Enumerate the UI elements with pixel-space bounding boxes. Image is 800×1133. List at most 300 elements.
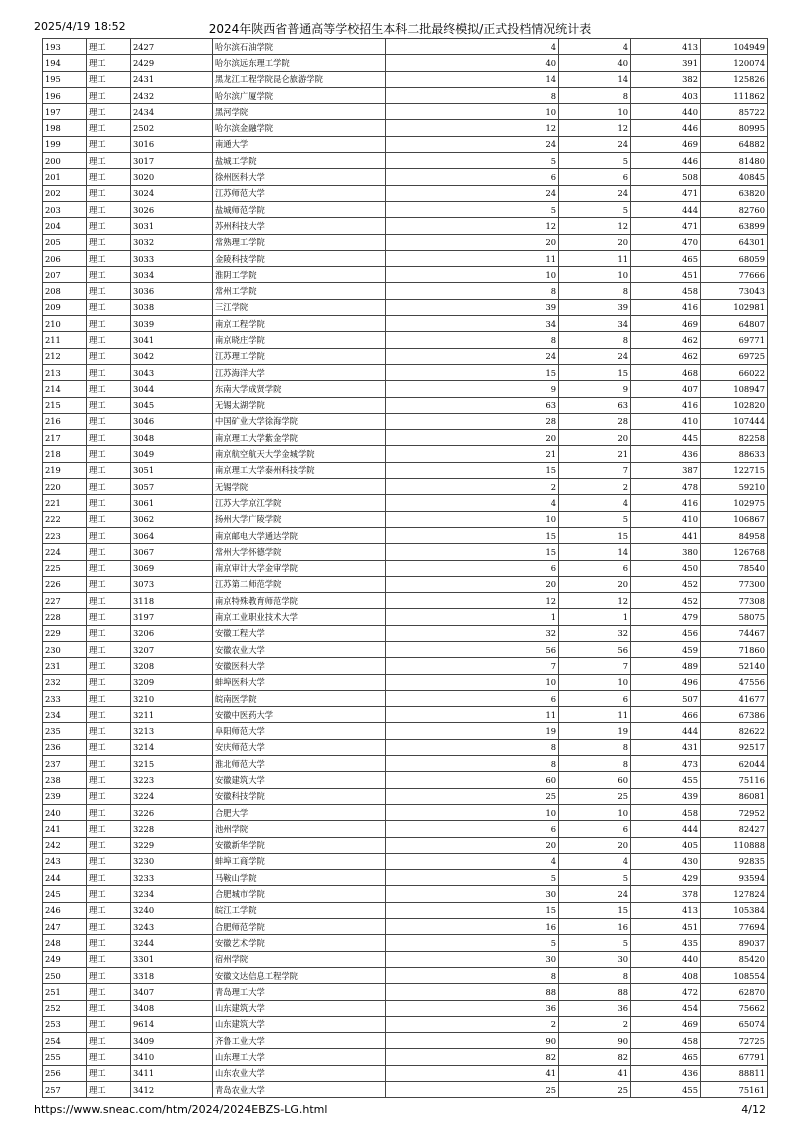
plan-count-cell: 20 [386, 430, 559, 446]
school-code-cell: 3409 [131, 1033, 213, 1049]
admitted-count-cell: 8 [559, 739, 631, 755]
min-score-cell: 451 [631, 267, 701, 283]
min-score-cell: 439 [631, 788, 701, 804]
school-name-cell: 江苏师范大学 [213, 185, 386, 201]
plan-count-cell: 34 [386, 316, 559, 332]
admitted-count-cell: 4 [559, 853, 631, 869]
min-rank-cell: 92835 [701, 853, 768, 869]
admitted-count-cell: 8 [559, 87, 631, 103]
plan-count-cell: 11 [386, 250, 559, 266]
subject-category-cell: 理工 [87, 381, 131, 397]
plan-count-cell: 20 [386, 234, 559, 250]
plan-count-cell: 9 [386, 381, 559, 397]
plan-count-cell: 4 [386, 39, 559, 55]
table-row [43, 707, 768, 723]
subject-category-cell: 理工 [87, 544, 131, 560]
school-code-cell: 3032 [131, 234, 213, 250]
table-row [43, 299, 768, 315]
plan-count-cell: 15 [386, 462, 559, 478]
min-score-cell: 444 [631, 821, 701, 837]
min-rank-cell: 72725 [701, 1033, 768, 1049]
min-rank-cell: 82622 [701, 723, 768, 739]
subject-category-cell: 理工 [87, 707, 131, 723]
school-name-cell: 山东建筑大学 [213, 1016, 386, 1032]
min-score-cell: 469 [631, 1016, 701, 1032]
subject-category-cell: 理工 [87, 120, 131, 136]
min-rank-cell: 71860 [701, 641, 768, 657]
table-row [43, 1065, 768, 1081]
row-index-cell: 212 [43, 348, 87, 364]
school-code-cell: 3016 [131, 136, 213, 152]
row-index-cell: 213 [43, 364, 87, 380]
min-rank-cell: 88811 [701, 1065, 768, 1081]
min-rank-cell: 73043 [701, 283, 768, 299]
min-score-cell: 458 [631, 1033, 701, 1049]
row-index-cell: 230 [43, 641, 87, 657]
min-score-cell: 472 [631, 984, 701, 1000]
row-index-cell: 238 [43, 772, 87, 788]
school-name-cell: 安徽建筑大学 [213, 772, 386, 788]
min-score-cell: 462 [631, 332, 701, 348]
table-row [43, 739, 768, 755]
min-rank-cell: 68059 [701, 250, 768, 266]
school-name-cell: 无锡太湖学院 [213, 397, 386, 413]
school-name-cell: 江苏海洋大学 [213, 364, 386, 380]
min-rank-cell: 78540 [701, 560, 768, 576]
plan-count-cell: 28 [386, 413, 559, 429]
subject-category-cell: 理工 [87, 332, 131, 348]
school-code-cell: 3229 [131, 837, 213, 853]
subject-category-cell: 理工 [87, 87, 131, 103]
school-code-cell: 2432 [131, 87, 213, 103]
school-code-cell: 3042 [131, 348, 213, 364]
min-rank-cell: 66022 [701, 364, 768, 380]
plan-count-cell: 12 [386, 593, 559, 609]
min-score-cell: 445 [631, 430, 701, 446]
school-code-cell: 9614 [131, 1016, 213, 1032]
subject-category-cell: 理工 [87, 739, 131, 755]
school-code-cell: 3411 [131, 1065, 213, 1081]
subject-category-cell: 理工 [87, 397, 131, 413]
school-name-cell: 中国矿业大学徐海学院 [213, 413, 386, 429]
plan-count-cell: 60 [386, 772, 559, 788]
row-index-cell: 253 [43, 1016, 87, 1032]
school-name-cell: 蚌埠工商学院 [213, 853, 386, 869]
table-row [43, 853, 768, 869]
row-index-cell: 233 [43, 690, 87, 706]
school-name-cell: 南京理工大学泰州科技学院 [213, 462, 386, 478]
plan-count-cell: 15 [386, 544, 559, 560]
school-code-cell: 3038 [131, 299, 213, 315]
plan-count-cell: 5 [386, 870, 559, 886]
school-code-cell: 3057 [131, 479, 213, 495]
subject-category-cell: 理工 [87, 267, 131, 283]
subject-category-cell: 理工 [87, 511, 131, 527]
school-code-cell: 3243 [131, 919, 213, 935]
row-index-cell: 223 [43, 527, 87, 543]
admitted-count-cell: 11 [559, 250, 631, 266]
min-score-cell: 416 [631, 299, 701, 315]
subject-category-cell: 理工 [87, 609, 131, 625]
subject-category-cell: 理工 [87, 430, 131, 446]
table-row [43, 364, 768, 380]
min-rank-cell: 127824 [701, 886, 768, 902]
school-code-cell: 3226 [131, 804, 213, 820]
school-name-cell: 安徽医科大学 [213, 658, 386, 674]
subject-category-cell: 理工 [87, 593, 131, 609]
plan-count-cell: 5 [386, 935, 559, 951]
min-score-cell: 462 [631, 348, 701, 364]
row-index-cell: 225 [43, 560, 87, 576]
plan-count-cell: 2 [386, 1016, 559, 1032]
min-rank-cell: 106867 [701, 511, 768, 527]
plan-count-cell: 4 [386, 495, 559, 511]
row-index-cell: 254 [43, 1033, 87, 1049]
plan-count-cell: 10 [386, 674, 559, 690]
admitted-count-cell: 10 [559, 104, 631, 120]
admitted-count-cell: 2 [559, 1016, 631, 1032]
subject-category-cell: 理工 [87, 723, 131, 739]
plan-count-cell: 82 [386, 1049, 559, 1065]
row-index-cell: 236 [43, 739, 87, 755]
min-score-cell: 413 [631, 902, 701, 918]
plan-count-cell: 8 [386, 739, 559, 755]
min-score-cell: 416 [631, 397, 701, 413]
table-row [43, 935, 768, 951]
school-code-cell: 3061 [131, 495, 213, 511]
admission-table [42, 38, 768, 1098]
table-row [43, 1000, 768, 1016]
school-name-cell: 阜阳师范大学 [213, 723, 386, 739]
admitted-count-cell: 14 [559, 544, 631, 560]
school-name-cell: 南京晓庄学院 [213, 332, 386, 348]
table-row [43, 593, 768, 609]
subject-category-cell: 理工 [87, 169, 131, 185]
admitted-count-cell: 15 [559, 364, 631, 380]
min-score-cell: 459 [631, 641, 701, 657]
admitted-count-cell: 6 [559, 560, 631, 576]
subject-category-cell: 理工 [87, 984, 131, 1000]
min-score-cell: 455 [631, 1082, 701, 1098]
min-rank-cell: 52140 [701, 658, 768, 674]
school-code-cell: 3118 [131, 593, 213, 609]
school-name-cell: 黑龙江工程学院昆仑旅游学院 [213, 71, 386, 87]
min-rank-cell: 81480 [701, 153, 768, 169]
admitted-count-cell: 12 [559, 218, 631, 234]
row-index-cell: 227 [43, 593, 87, 609]
row-index-cell: 251 [43, 984, 87, 1000]
plan-count-cell: 11 [386, 707, 559, 723]
table-row [43, 560, 768, 576]
min-rank-cell: 77300 [701, 576, 768, 592]
table-row [43, 316, 768, 332]
school-name-cell: 哈尔滨石油学院 [213, 39, 386, 55]
admitted-count-cell: 39 [559, 299, 631, 315]
table-row [43, 756, 768, 772]
school-name-cell: 南京航空航天大学金城学院 [213, 446, 386, 462]
school-code-cell: 3036 [131, 283, 213, 299]
row-index-cell: 193 [43, 39, 87, 55]
row-index-cell: 229 [43, 625, 87, 641]
plan-count-cell: 41 [386, 1065, 559, 1081]
school-name-cell: 江苏理工学院 [213, 348, 386, 364]
min-score-cell: 403 [631, 87, 701, 103]
school-name-cell: 山东建筑大学 [213, 1000, 386, 1016]
school-code-cell: 3024 [131, 185, 213, 201]
subject-category-cell: 理工 [87, 837, 131, 853]
school-code-cell: 3211 [131, 707, 213, 723]
min-score-cell: 408 [631, 967, 701, 983]
school-name-cell: 合肥大学 [213, 804, 386, 820]
subject-category-cell: 理工 [87, 218, 131, 234]
table-row [43, 902, 768, 918]
school-name-cell: 淮北师范大学 [213, 756, 386, 772]
school-name-cell: 安徽科技学院 [213, 788, 386, 804]
min-score-cell: 378 [631, 886, 701, 902]
subject-category-cell: 理工 [87, 348, 131, 364]
table-row [43, 674, 768, 690]
subject-category-cell: 理工 [87, 658, 131, 674]
school-name-cell: 安徽农业大学 [213, 641, 386, 657]
admitted-count-cell: 10 [559, 267, 631, 283]
min-score-cell: 470 [631, 234, 701, 250]
school-code-cell: 2502 [131, 120, 213, 136]
table-row [43, 55, 768, 71]
school-name-cell: 皖南医学院 [213, 690, 386, 706]
min-rank-cell: 77666 [701, 267, 768, 283]
table-row [43, 821, 768, 837]
admitted-count-cell: 20 [559, 430, 631, 446]
plan-count-cell: 6 [386, 560, 559, 576]
plan-count-cell: 39 [386, 299, 559, 315]
table-row [43, 1033, 768, 1049]
table-row [43, 772, 768, 788]
row-index-cell: 249 [43, 951, 87, 967]
source-url: https://www.sneac.com/htm/2024/2024EBZS-LG.html [34, 1103, 328, 1116]
row-index-cell: 248 [43, 935, 87, 951]
admitted-count-cell: 10 [559, 674, 631, 690]
min-score-cell: 452 [631, 593, 701, 609]
min-score-cell: 382 [631, 71, 701, 87]
school-name-cell: 马鞍山学院 [213, 870, 386, 886]
subject-category-cell: 理工 [87, 919, 131, 935]
table-row [43, 984, 768, 1000]
subject-category-cell: 理工 [87, 1065, 131, 1081]
school-code-cell: 3031 [131, 218, 213, 234]
plan-count-cell: 6 [386, 821, 559, 837]
table-row [43, 951, 768, 967]
table-row [43, 218, 768, 234]
admitted-count-cell: 25 [559, 788, 631, 804]
admitted-count-cell: 7 [559, 658, 631, 674]
school-name-cell: 池州学院 [213, 821, 386, 837]
min-rank-cell: 107444 [701, 413, 768, 429]
subject-category-cell: 理工 [87, 527, 131, 543]
admitted-count-cell: 6 [559, 821, 631, 837]
subject-category-cell: 理工 [87, 234, 131, 250]
min-score-cell: 387 [631, 462, 701, 478]
row-index-cell: 204 [43, 218, 87, 234]
table-row [43, 967, 768, 983]
min-score-cell: 436 [631, 1065, 701, 1081]
table-row [43, 462, 768, 478]
school-code-cell: 3045 [131, 397, 213, 413]
school-code-cell: 3301 [131, 951, 213, 967]
admitted-count-cell: 8 [559, 756, 631, 772]
min-rank-cell: 120074 [701, 55, 768, 71]
min-rank-cell: 110888 [701, 837, 768, 853]
school-name-cell: 山东理工大学 [213, 1049, 386, 1065]
subject-category-cell: 理工 [87, 560, 131, 576]
school-code-cell: 3020 [131, 169, 213, 185]
plan-count-cell: 8 [386, 332, 559, 348]
school-name-cell: 淮阴工学院 [213, 267, 386, 283]
table-row [43, 1049, 768, 1065]
min-rank-cell: 63820 [701, 185, 768, 201]
min-score-cell: 452 [631, 576, 701, 592]
school-name-cell: 南京工程学院 [213, 316, 386, 332]
subject-category-cell: 理工 [87, 462, 131, 478]
min-rank-cell: 125826 [701, 71, 768, 87]
min-score-cell: 458 [631, 804, 701, 820]
table-row [43, 348, 768, 364]
plan-count-cell: 8 [386, 967, 559, 983]
school-code-cell: 3064 [131, 527, 213, 543]
admitted-count-cell: 28 [559, 413, 631, 429]
admitted-count-cell: 4 [559, 495, 631, 511]
table-row [43, 804, 768, 820]
admitted-count-cell: 24 [559, 886, 631, 902]
admitted-count-cell: 24 [559, 136, 631, 152]
min-score-cell: 508 [631, 169, 701, 185]
admitted-count-cell: 60 [559, 772, 631, 788]
subject-category-cell: 理工 [87, 853, 131, 869]
min-rank-cell: 93594 [701, 870, 768, 886]
table-row [43, 413, 768, 429]
min-score-cell: 436 [631, 446, 701, 462]
subject-category-cell: 理工 [87, 299, 131, 315]
school-code-cell: 3215 [131, 756, 213, 772]
school-code-cell: 3213 [131, 723, 213, 739]
min-rank-cell: 40845 [701, 169, 768, 185]
table-row [43, 104, 768, 120]
plan-count-cell: 15 [386, 902, 559, 918]
min-rank-cell: 59210 [701, 479, 768, 495]
school-name-cell: 黑河学院 [213, 104, 386, 120]
subject-category-cell: 理工 [87, 821, 131, 837]
table-row [43, 886, 768, 902]
admitted-count-cell: 36 [559, 1000, 631, 1016]
min-score-cell: 444 [631, 201, 701, 217]
plan-count-cell: 15 [386, 364, 559, 380]
admitted-count-cell: 6 [559, 690, 631, 706]
table-row [43, 446, 768, 462]
min-score-cell: 410 [631, 511, 701, 527]
plan-count-cell: 7 [386, 658, 559, 674]
school-name-cell: 哈尔滨远东理工学院 [213, 55, 386, 71]
admitted-count-cell: 14 [559, 71, 631, 87]
school-name-cell: 江苏大学京江学院 [213, 495, 386, 511]
school-name-cell: 山东农业大学 [213, 1065, 386, 1081]
school-code-cell: 3026 [131, 201, 213, 217]
school-name-cell: 合肥师范学院 [213, 919, 386, 935]
school-name-cell: 青岛农业大学 [213, 1082, 386, 1098]
admitted-count-cell: 9 [559, 381, 631, 397]
subject-category-cell: 理工 [87, 951, 131, 967]
table-row [43, 332, 768, 348]
min-rank-cell: 108554 [701, 967, 768, 983]
plan-count-cell: 8 [386, 283, 559, 299]
min-score-cell: 405 [631, 837, 701, 853]
admitted-count-cell: 1 [559, 609, 631, 625]
min-rank-cell: 75662 [701, 1000, 768, 1016]
row-index-cell: 239 [43, 788, 87, 804]
school-code-cell: 3240 [131, 902, 213, 918]
admitted-count-cell: 20 [559, 576, 631, 592]
row-index-cell: 235 [43, 723, 87, 739]
plan-count-cell: 12 [386, 218, 559, 234]
table-row [43, 544, 768, 560]
school-code-cell: 3051 [131, 462, 213, 478]
min-score-cell: 507 [631, 690, 701, 706]
plan-count-cell: 4 [386, 853, 559, 869]
min-rank-cell: 75116 [701, 772, 768, 788]
plan-count-cell: 56 [386, 641, 559, 657]
min-rank-cell: 92517 [701, 739, 768, 755]
subject-category-cell: 理工 [87, 1016, 131, 1032]
school-name-cell: 盐城师范学院 [213, 201, 386, 217]
plan-count-cell: 6 [386, 169, 559, 185]
school-code-cell: 3017 [131, 153, 213, 169]
admitted-count-cell: 88 [559, 984, 631, 1000]
admitted-count-cell: 25 [559, 1082, 631, 1098]
min-score-cell: 471 [631, 185, 701, 201]
min-score-cell: 451 [631, 919, 701, 935]
row-index-cell: 195 [43, 71, 87, 87]
min-rank-cell: 69771 [701, 332, 768, 348]
plan-count-cell: 10 [386, 104, 559, 120]
plan-count-cell: 88 [386, 984, 559, 1000]
min-score-cell: 455 [631, 772, 701, 788]
min-score-cell: 416 [631, 495, 701, 511]
min-score-cell: 391 [631, 55, 701, 71]
school-code-cell: 3214 [131, 739, 213, 755]
min-rank-cell: 63899 [701, 218, 768, 234]
subject-category-cell: 理工 [87, 902, 131, 918]
admitted-count-cell: 10 [559, 804, 631, 820]
row-index-cell: 217 [43, 430, 87, 446]
plan-count-cell: 25 [386, 788, 559, 804]
subject-category-cell: 理工 [87, 886, 131, 902]
min-rank-cell: 85420 [701, 951, 768, 967]
row-index-cell: 207 [43, 267, 87, 283]
row-index-cell: 234 [43, 707, 87, 723]
school-code-cell: 3230 [131, 853, 213, 869]
min-rank-cell: 67386 [701, 707, 768, 723]
min-rank-cell: 62044 [701, 756, 768, 772]
school-name-cell: 安徽工程大学 [213, 625, 386, 641]
min-score-cell: 430 [631, 853, 701, 869]
row-index-cell: 243 [43, 853, 87, 869]
table-row [43, 136, 768, 152]
subject-category-cell: 理工 [87, 39, 131, 55]
subject-category-cell: 理工 [87, 153, 131, 169]
admitted-count-cell: 41 [559, 1065, 631, 1081]
admitted-count-cell: 6 [559, 169, 631, 185]
admitted-count-cell: 63 [559, 397, 631, 413]
plan-count-cell: 2 [386, 479, 559, 495]
subject-category-cell: 理工 [87, 690, 131, 706]
